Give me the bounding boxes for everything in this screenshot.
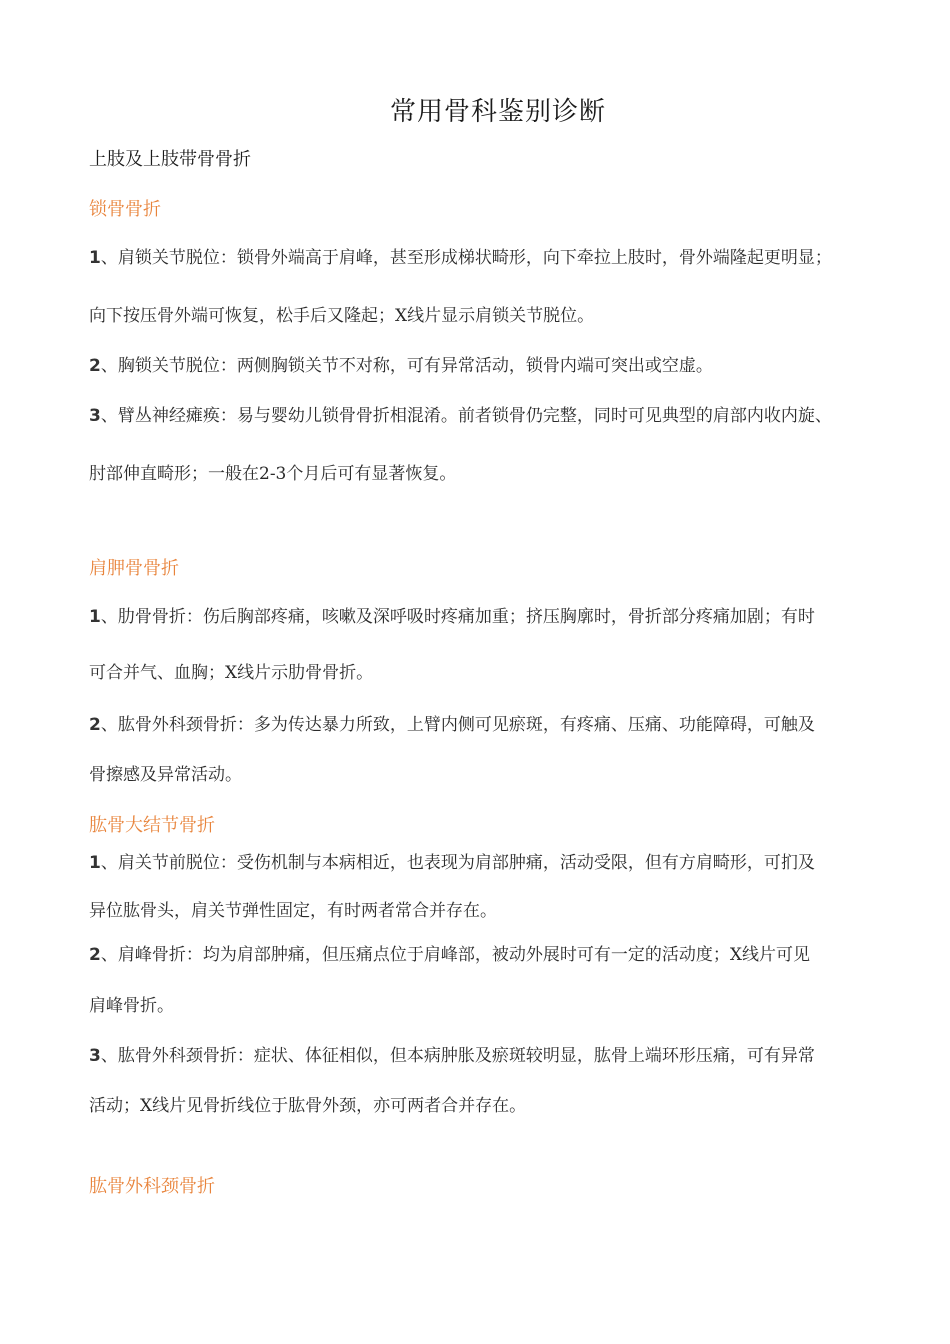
item-text-continuation: 异位肱骨头，肩关节弹性固定，有时两者常合并存在。 <box>89 901 497 921</box>
item-text: 、肩关节前脱位：受伤机制与本病相近，也表现为肩部肿痛，活动受限，但有方肩畸形，可扪及 <box>100 853 815 873</box>
page-title: 常用骨科鉴别诊断 <box>389 97 606 127</box>
list-item <box>89 1042 815 1070</box>
item-number: 3 <box>89 406 101 426</box>
item-text-continuation: 骨擦感及异常活动。 <box>89 765 242 785</box>
item-number: 2 <box>89 945 101 965</box>
section-heading-greater-tuberosity: 肱骨大结节骨折 <box>89 815 215 836</box>
item-number: 1 <box>89 607 101 627</box>
item-text: 、肱骨外科颈骨折：症状、体征相似，但本病肿胀及瘀斑较明显，肱骨上端环形压痛，可有异常 <box>100 1046 815 1066</box>
item-text: 、肱骨外科颈骨折：多为传达暴力所致，上臂内侧可见瘀斑，有疼痛、压痛、功能障碍，可触及 <box>100 715 815 735</box>
chapter-subtitle: 上肢及上肢带骨骨折 <box>89 149 251 170</box>
item-text-continuation: 可合并气、血胸；X线片示肋骨骨折。 <box>89 663 374 683</box>
section-heading-scapula: 肩胛骨骨折 <box>89 558 179 579</box>
list-item <box>89 352 713 380</box>
item-text: 、臂丛神经瘫痪：易与婴幼儿锁骨骨折相混淆。前者锁骨仍完整，同时可见典型的肩部内收内旋、 <box>100 406 832 426</box>
item-text: 、胸锁关节脱位：两侧胸锁关节不对称，可有异常活动，锁骨内端可突出或空虚。 <box>100 356 713 376</box>
list-item <box>89 603 815 631</box>
item-number: 2 <box>89 715 101 735</box>
item-text-continuation: 向下按压骨外端可恢复，松手后又隆起；X线片显示肩锁关节脱位。 <box>89 306 595 326</box>
item-number: 1 <box>89 853 101 873</box>
list-item <box>89 941 810 969</box>
list-item <box>89 711 815 739</box>
list-item <box>89 402 832 430</box>
section-heading-clavicle: 锁骨骨折 <box>89 199 161 220</box>
item-text-continuation: 肘部伸直畸形；一般在2-3个月后可有显著恢复。 <box>89 464 457 484</box>
item-text: 、肩锁关节脱位：锁骨外端高于肩峰，甚至形成梯状畸形，向下牵拉上肢时，骨外端隆起更明显； <box>100 248 832 268</box>
item-number: 2 <box>89 356 101 376</box>
list-item <box>89 849 815 877</box>
section-heading-surgical-neck: 肱骨外科颈骨折 <box>89 1176 215 1197</box>
item-number: 3 <box>89 1046 101 1066</box>
list-item <box>89 244 832 272</box>
item-text: 、肩峰骨折：均为肩部肿痛，但压痛点位于肩峰部，被动外展时可有一定的活动度；X线片可见 <box>100 945 810 965</box>
item-text-continuation: 肩峰骨折。 <box>89 996 174 1016</box>
item-text: 、肋骨骨折：伤后胸部疼痛，咳嗽及深呼吸时疼痛加重；挤压胸廓时，骨折部分疼痛加剧；有时 <box>100 607 815 627</box>
item-text-continuation: 活动；X线片见骨折线位于肱骨外颈，亦可两者合并存在。 <box>89 1096 527 1116</box>
item-number: 1 <box>89 248 101 268</box>
